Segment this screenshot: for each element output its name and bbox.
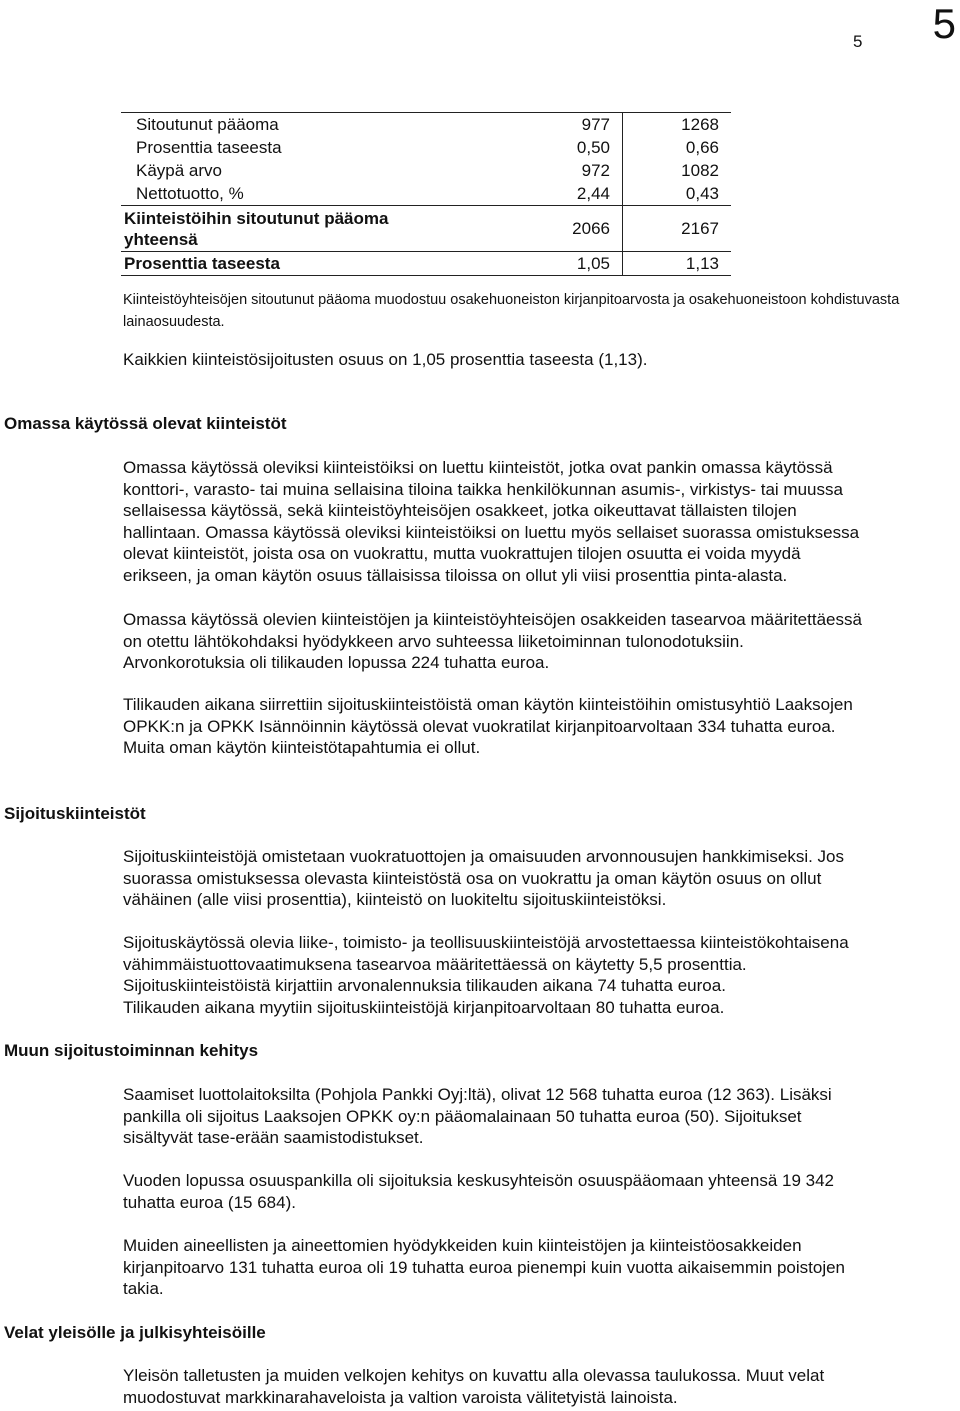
paragraph-line: Omassa käytössä olevien kiinteistöjen ja kiinteistöyhteisöjen osakkeiden tasearvoa määritettäessä: [123, 610, 862, 629]
paragraph: [123, 609, 953, 674]
paragraph-line: Sijoituskäytössä olevia liike-, toimisto- ja teollisuuskiinteistöjä arvostettaessa kiinteistökohtaisena: [123, 933, 849, 952]
note-line: Kiinteistöyhteisöjen sitoutunut pääoma muodostuu osakehuoneiston kirjanpitoarvosta ja osakehuoneistoon kohdistuvasta: [123, 292, 900, 308]
table-row: [121, 113, 731, 137]
row-label-line: Kiinteistöihin sitoutunut pääoma: [124, 208, 389, 228]
value-previous: 1,13: [623, 252, 732, 276]
heading-other-investments: Muun sijoitustoiminnan kehitys: [4, 1041, 259, 1060]
value-current: 977: [520, 113, 623, 137]
paragraph: [123, 694, 953, 759]
table-row: [121, 252, 731, 276]
paragraph-line: Muita oman käytön kiinteistötapahtumia ei ollut.: [123, 738, 481, 757]
value-previous: 0,66: [685, 138, 719, 157]
row-label: Prosenttia taseesta: [136, 138, 282, 157]
paragraph-line: konttori-, varasto- tai muina sellaisina tiloina taikka henkilökunnan asumis-, virkistys- tai muussa: [123, 479, 843, 499]
paragraph-line: sisältyvät tase-erään saamistodistukset.: [123, 1128, 424, 1147]
paragraph-line: Sijoituskiinteistöjä omistetaan vuokratuottojen ja omaisuuden arvonnousujen hankkimiseksi. Jos: [123, 847, 845, 866]
table-row: [121, 206, 731, 252]
paragraph-line: olevat kiinteistöt, joista osa on vuokrattu, mutta vuokrattujen tilojen osuutta ei voida myydä: [123, 544, 801, 563]
row-label: Prosenttia taseesta: [121, 252, 520, 276]
paragraph-line: Yleisön talletusten ja muiden velkojen kehitys on kuvattu alla olevassa taulukossa. Muut velat: [123, 1366, 825, 1385]
paragraph-line: erikseen, ja oman käytön osuus tällaisissa tiloissa on ollut yli viisi prosenttia pinta-alasta.: [123, 565, 788, 585]
paragraph: [123, 1084, 953, 1149]
paragraph-line: Arvonkorotuksia oli tilikauden lopussa 224 tuhatta euroa.: [123, 653, 550, 672]
value-current: 0,50: [520, 136, 623, 159]
paragraph-line: Sijoituskiinteistöistä kirjattiin arvonalennuksia tilikauden aikana 74 tuhatta euroa.: [123, 976, 726, 995]
paragraph-line: tuhatta euroa (15 684).: [123, 1192, 296, 1212]
paragraph-line: Omassa käytössä oleviksi kiinteistöiksi on luettu kiinteistöt, jotka ovat pankin omassa käytössä: [123, 458, 833, 477]
paragraph: [123, 1365, 953, 1408]
value-previous: 0,43: [685, 184, 719, 203]
paragraph-line: kirjanpitoarvo 131 tuhatta euroa oli 19 tuhatta euroa pienempi kuin vuotta aikaisemmin poistojen: [123, 1257, 846, 1277]
table-row: [121, 159, 731, 182]
paragraph-line: Vuoden lopussa osuuspankilla oli sijoituksia keskusyhteisön osuuspääomaan yhteensä 19 342: [123, 1171, 835, 1190]
heading-investment: Sijoituskiinteistöt: [4, 804, 146, 823]
paragraph-line: hallintaan. Omassa käytössä oleviksi kiinteistöiksi on luettu myös sellaiset suorassa omistuksessa: [123, 522, 860, 542]
value-current: 2,44: [520, 182, 623, 206]
value-previous: 1082: [681, 161, 719, 180]
holdings-table: [121, 112, 731, 276]
value-current: 972: [520, 159, 623, 182]
value-current: 2066: [520, 206, 623, 252]
row-label: Käypä arvo: [136, 161, 222, 180]
table-row: [121, 182, 731, 206]
value-current: 1,05: [520, 252, 623, 276]
heading-liabilities: Velat yleisölle ja julkisyhteisöille: [4, 1323, 266, 1342]
paragraph-line: vähimmäistuottovaatimuksena tasearvoa määritettäessä on käytetty 5,5 prosenttia.: [123, 954, 747, 974]
table-note: [123, 289, 943, 333]
paragraph: [123, 846, 953, 911]
row-label: Sitoutunut pääoma: [121, 113, 520, 137]
paragraph-line: on otettu lähtökohdaksi hyödykkeen arvo suhteessa liiketoiminnan tulonodotuksiin.: [123, 631, 744, 651]
paragraph-line: OPKK:n ja OPKK Isännöinnin käytössä olevat vuokratilat kirjanpitoarvoltaan 334 tuhatta euroa.: [123, 716, 836, 736]
paragraph-line: Saamiset luottolaitoksilta (Pohjola Pankki Oyj:ltä), olivat 12 568 tuhatta euroa (12 363). Lisäksi: [123, 1085, 832, 1104]
paragraph-line: suorassa omistuksessa olevasta kiinteistöstä osa on vuokrattu ja oman käytön osuus on ollut: [123, 868, 822, 888]
value-previous: 2167: [623, 206, 732, 252]
summary-line: Kaikkien kiinteistösijoitusten osuus on 1,05 prosenttia taseesta (1,13).: [123, 350, 648, 369]
paragraph-line: Tilikauden aikana myytiin sijoituskiinteistöjä kirjanpitoarvoltaan 80 tuhatta euroa.: [123, 997, 725, 1017]
paragraph: [123, 1235, 953, 1300]
paragraph-line: Muiden aineellisten ja aineettomien hyödykkeiden kuin kiinteistöjen ja kiinteistöosakkeiden: [123, 1236, 802, 1255]
row-label-line: yhteensä: [124, 229, 198, 249]
paragraph: [123, 932, 953, 1018]
row-label: [121, 206, 520, 252]
paragraph: [123, 1170, 953, 1213]
row-label: Nettotuotto, %: [136, 184, 244, 203]
table-row: [121, 136, 731, 159]
paragraph-line: Tilikauden aikana siirrettiin sijoituskiinteistöistä oman käytön kiinteistöihin omistusyhtiö Laaksojen: [123, 695, 853, 714]
paragraph-line: pankilla oli sijoitus Laaksojen OPKK oy:n pääomalainaan 50 tuhatta euroa (50). Sijoitukset: [123, 1106, 802, 1126]
value-previous: 1268: [623, 113, 732, 137]
paragraph-line: muodostuvat markkinarahaveloista ja valtion varoista välitetyistä lainoista.: [123, 1387, 678, 1407]
paragraph: [123, 457, 953, 586]
paragraph-line: sellaisessa käytössä, sekä kiinteistöyhteisöjen osakkeet, jotka oikeuttavat tällaisten tilojen: [123, 501, 797, 520]
paragraph-line: vähäinen (alle viisi prosenttia), kiinteistö on luokiteltu sijoituskiinteistöksi.: [123, 890, 667, 909]
note-line: lainaosuudesta.: [123, 314, 225, 330]
heading-own-use: Omassa käytössä olevat kiinteistöt: [4, 414, 287, 433]
page-number-small: 5: [853, 32, 863, 51]
paragraph-line: takia.: [123, 1279, 164, 1298]
page-number-large: 5: [932, 0, 956, 47]
